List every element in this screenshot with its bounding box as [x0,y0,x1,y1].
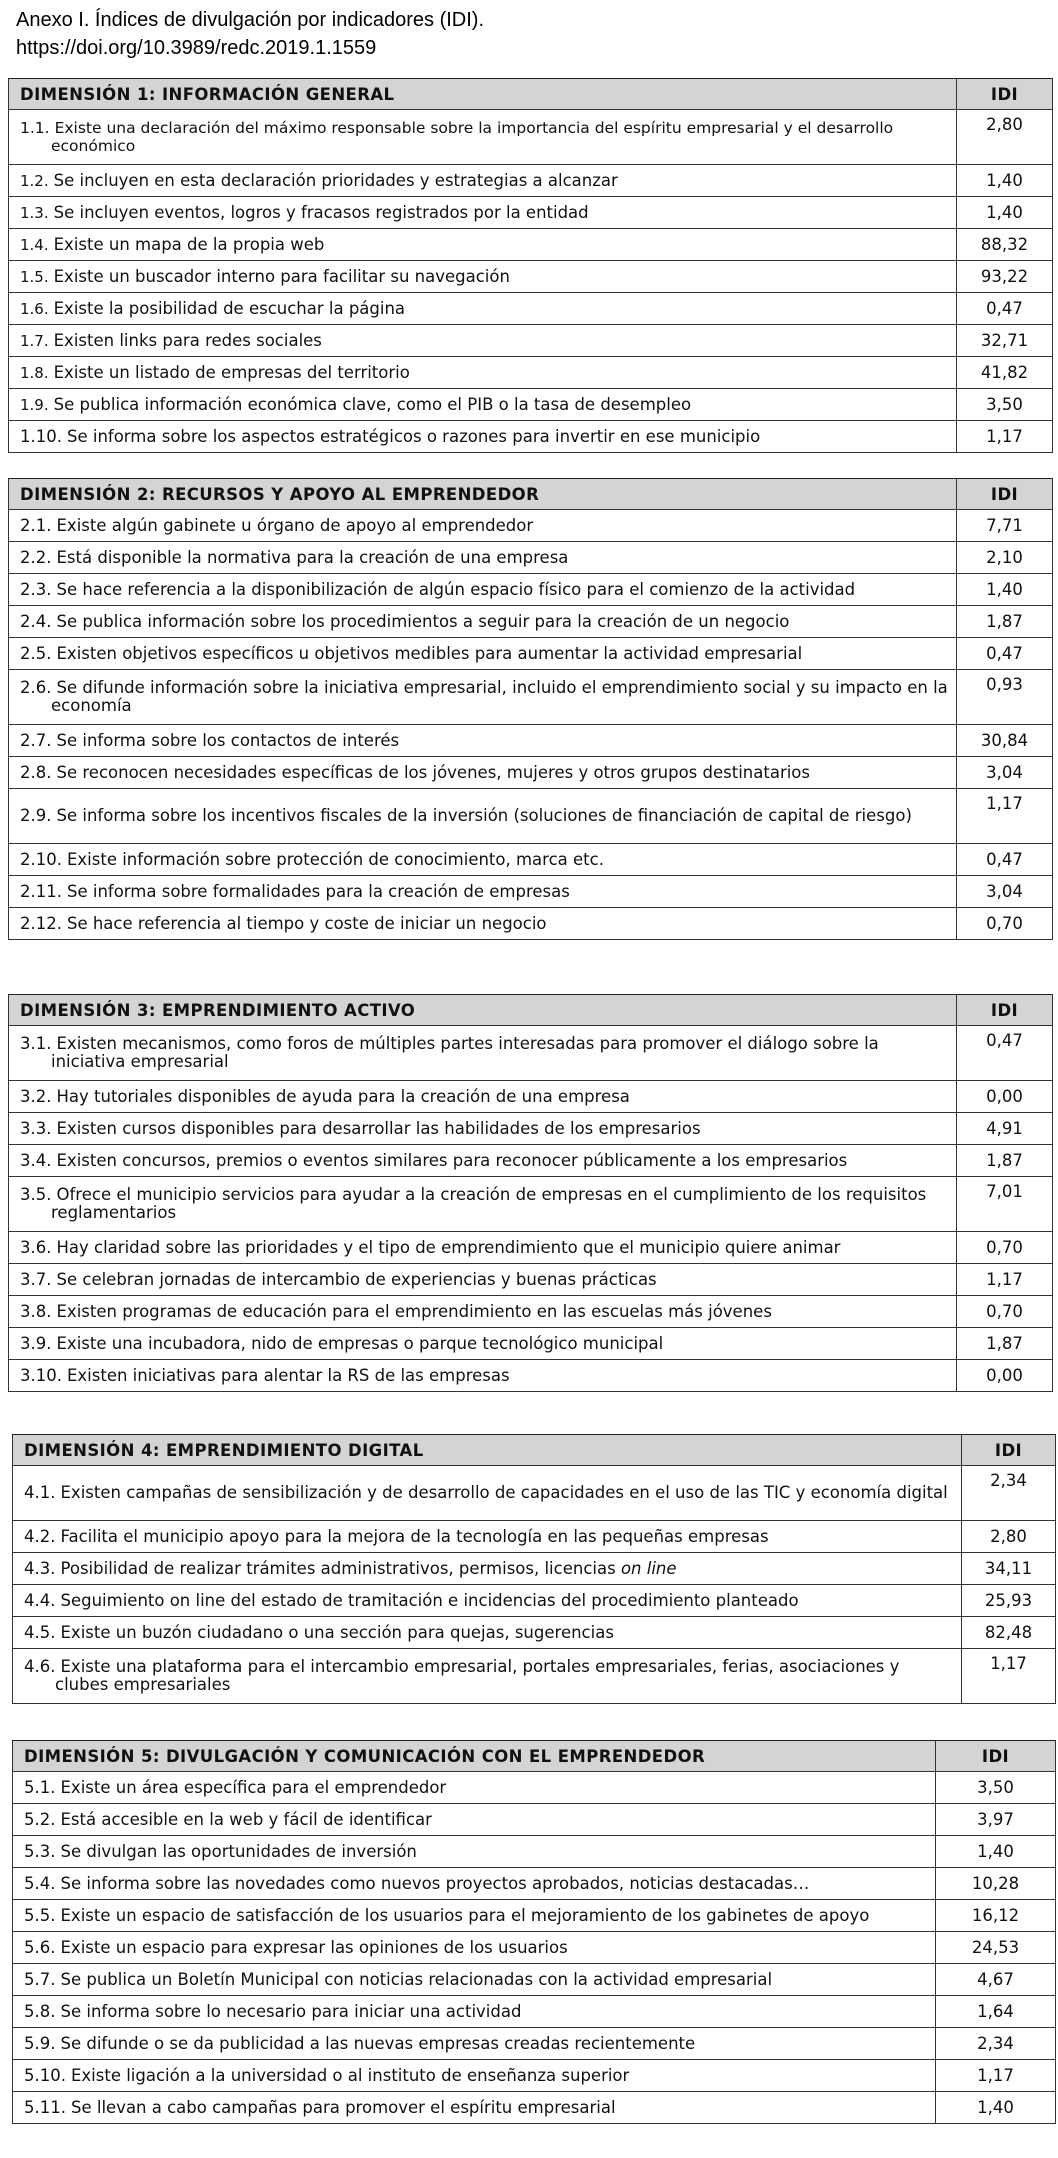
indicator-number: 1.7. [20,332,49,350]
table-row [9,421,1053,453]
table-row [13,1900,1056,1932]
indicator-number: 1.9. [20,396,49,414]
idi-value: 3,50 [957,389,1053,421]
indicator-number: 3.6. [20,1238,52,1257]
table-row [9,197,1053,229]
indicator-number: 3.9. [20,1334,52,1353]
indicator-number: 2.10. [20,850,62,869]
indicator-cell [9,574,957,606]
idi-value: 2,80 [962,1521,1056,1553]
indicator-text: Se publica información económica clave, como el PIB o la tasa de desempleo [53,395,692,414]
indicator-number: 5.3. [24,1842,56,1861]
idi-value: 0,93 [957,670,1053,725]
indicator-number: 4.5. [24,1623,56,1642]
indicator-cell [13,1772,936,1804]
table-header-row [9,995,1053,1026]
indicator-cell [9,325,957,357]
indicator-cell [13,1996,936,2028]
indicator-text: Posibilidad de realizar trámites administrativos, permisos, licencias [60,1559,621,1578]
table-header-row [9,479,1053,510]
idi-value: 0,47 [957,638,1053,670]
indicator-text: Se informa sobre los contactos de interés [56,731,400,750]
table-row [9,1177,1053,1232]
indicator-number: 3.7. [20,1270,52,1289]
indicator-number: 5.6. [24,1938,56,1957]
indicator-number: 3.3. [20,1119,52,1138]
indicator-text: Existen links para redes sociales [53,331,322,350]
idi-value: 0,47 [957,1026,1053,1081]
indicator-text: Existe un espacio de satisfacción de los usuarios para el mejoramiento de los gabinetes de apoyo [60,1906,870,1925]
idi-value: 25,93 [962,1585,1056,1617]
table-row [9,1360,1053,1392]
indicator-cell [9,1026,957,1081]
indicator-text: Se divulgan las oportunidades de inversión [60,1842,417,1861]
indicator-number: 1.1. [20,119,50,137]
indicator-text: Existe una incubadora, nido de empresas o parque tecnológico municipal [56,1334,664,1353]
idi-value: 0,00 [957,1081,1053,1113]
indicator-cell [9,638,957,670]
indicator-cell [9,670,957,725]
table-row [9,1296,1053,1328]
idi-value: 82,48 [962,1617,1056,1649]
indicator-text: Se incluyen en esta declaración prioridades y estrategias a alcanzar [53,171,618,190]
dimension-title: DIMENSIÓN 3: EMPRENDIMIENTO ACTIVO [9,995,957,1026]
indicator-text: Se informa sobre los aspectos estratégicos o razones para invertir en ese municipio [66,427,761,446]
dimension-4-table [12,1434,1056,1704]
idi-value: 7,01 [957,1177,1053,1232]
indicator-cell [9,789,957,844]
table-row [9,293,1053,325]
indicator-cell [9,757,957,789]
idi-value: 1,40 [936,1836,1056,1868]
table-row [9,1026,1053,1081]
idi-value: 34,11 [962,1553,1056,1585]
indicator-number: 3.10. [20,1366,62,1385]
indicator-cell [9,725,957,757]
table-row [9,789,1053,844]
indicator-cell [9,1232,957,1264]
indicator-cell [9,261,957,293]
idi-value: 1,40 [936,2092,1056,2124]
table-row [9,574,1053,606]
indicator-number: 1.8. [20,364,49,382]
indicator-cell [13,1649,962,1704]
indicator-number: 4.2. [24,1527,56,1546]
indicator-text: Se difunde o se da publicidad a las nuevas empresas creadas recientemente [60,2034,696,2053]
idi-value: 4,67 [936,1964,1056,1996]
table-row [9,1328,1053,1360]
table-row [13,1617,1056,1649]
table-row [13,1836,1056,1868]
indicator-text: Se informa sobre las novedades como nuevos proyectos aprobados, noticias destacadas… [60,1874,810,1893]
idi-value: 24,53 [936,1932,1056,1964]
indicator-number: 2.3. [20,580,52,599]
indicator-number: 1.6. [20,300,49,318]
idi-value: 3,97 [936,1804,1056,1836]
indicator-text: Se incluyen eventos, logros y fracasos registrados por la entidad [53,203,589,222]
indicator-cell [9,542,957,574]
idi-value: 3,04 [957,757,1053,789]
indicator-text: Existe ligación a la universidad o al instituto de enseñanza superior [70,2066,630,2085]
indicator-cell [9,165,957,197]
indicator-number: 5.1. [24,1778,56,1797]
indicator-cell [13,1553,962,1585]
table-row [9,325,1053,357]
indicator-cell [9,1081,957,1113]
table-row [9,542,1053,574]
idi-value: 1,40 [957,197,1053,229]
table-row [9,606,1053,638]
indicator-cell [9,197,957,229]
idi-value: 32,71 [957,325,1053,357]
dimension-title: DIMENSIÓN 5: DIVULGACIÓN Y COMUNICACIÓN CON EL EMPRENDEDOR [13,1741,936,1772]
indicator-cell [9,1296,957,1328]
dimension-2-table [8,478,1053,940]
idi-value: 0,70 [957,1232,1053,1264]
indicator-cell [13,2060,936,2092]
idi-value: 0,47 [957,293,1053,325]
idi-value: 2,34 [962,1466,1056,1521]
indicator-text: Se llevan a cabo campañas para promover el espíritu empresarial [70,2098,616,2117]
indicator-number: 5.4. [24,1874,56,1893]
idi-value: 30,84 [957,725,1053,757]
indicator-number: 1.4. [20,236,49,254]
indicator-text: Se publica información sobre los procedimientos a seguir para la creación de un negocio [56,612,790,631]
indicator-number: 3.2. [20,1087,52,1106]
indicator-number: 4.4. [24,1591,56,1610]
indicator-number: 5.10. [24,2066,66,2085]
table-row [9,1081,1053,1113]
idi-value: 2,80 [957,110,1053,165]
indicator-cell [13,1868,936,1900]
indicator-text: Existen mecanismos, como foros de múltiples partes interesadas para promover el diálogo sobre la iniciativa empresarial [51,1034,879,1071]
table-row [13,1996,1056,2028]
idi-column-header: IDI [957,995,1053,1026]
indicator-text: Hay tutoriales disponibles de ayuda para la creación de una empresa [56,1087,630,1106]
indicator-cell [9,844,957,876]
idi-value: 1,64 [936,1996,1056,2028]
indicator-text: Se informa sobre lo necesario para iniciar una actividad [60,2002,522,2021]
indicator-number: 2.5. [20,644,52,663]
table-row [9,1232,1053,1264]
indicator-text: Existe la posibilidad de escuchar la página [53,299,406,318]
indicator-number: 2.11. [20,882,62,901]
indicator-text: Existe un espacio para expresar las opiniones de los usuarios [60,1938,568,1957]
idi-value: 1,40 [957,574,1053,606]
indicator-number: 3.1. [20,1034,52,1053]
indicator-number: 5.2. [24,1810,56,1829]
indicator-text: Facilita el municipio apoyo para la mejora de la tecnología en las pequeñas empresas [60,1527,769,1546]
indicator-number: 5.11. [24,2098,66,2117]
indicator-cell [13,1900,936,1932]
indicator-text: Existe información sobre protección de conocimiento, marca etc. [66,850,604,869]
idi-value: 0,70 [957,1296,1053,1328]
indicator-text: Se hace referencia al tiempo y coste de iniciar un negocio [66,914,547,933]
indicator-cell [13,1585,962,1617]
indicator-number: 2.12. [20,914,62,933]
table-row [13,1553,1056,1585]
indicator-cell [13,2028,936,2060]
indicator-text: Existe un mapa de la propia web [53,235,325,254]
table-row [13,2092,1056,2124]
indicator-text: Existen iniciativas para alentar la RS de las empresas [66,1366,510,1385]
indicator-cell [9,110,957,165]
indicator-number: 5.7. [24,1970,56,1989]
idi-value: 0,47 [957,844,1053,876]
idi-value: 1,87 [957,1145,1053,1177]
table-row [9,110,1053,165]
table-header-row [13,1435,1056,1466]
idi-value: 16,12 [936,1900,1056,1932]
indicator-number: 2.4. [20,612,52,631]
table-row [13,1804,1056,1836]
indicator-number: 1.10. [20,427,62,446]
indicator-number: 5.5. [24,1906,56,1925]
table-row [13,1649,1056,1704]
idi-value: 1,87 [957,606,1053,638]
indicator-cell [13,1804,936,1836]
idi-value: 93,22 [957,261,1053,293]
table-row [9,844,1053,876]
indicator-text: Existe una plataforma para el intercambio empresarial, portales empresariales, ferias, asociaciones y clubes empresariales [55,1657,900,1694]
indicator-cell [13,1617,962,1649]
indicator-number: 4.1. [24,1483,56,1502]
indicator-number: 1.5. [20,268,49,286]
table-row [9,1264,1053,1296]
idi-value: 1,17 [936,2060,1056,2092]
indicator-number: 2.9. [20,806,52,825]
indicator-cell [9,1264,957,1296]
indicator-text: Existe un buzón ciudadano o una sección para quejas, sugerencias [60,1623,614,1642]
table-row [9,1145,1053,1177]
table-header-row [9,79,1053,110]
table-row [13,1932,1056,1964]
indicator-text: Ofrece el municipio servicios para ayudar a la creación de empresas en el cumplimiento de los requisitos reglamentarios [51,1185,927,1222]
indicator-cell [13,1466,962,1521]
indicator-cell [9,1177,957,1232]
indicator-text: Se celebran jornadas de intercambio de experiencias y buenas prácticas [56,1270,657,1289]
idi-value: 1,17 [957,789,1053,844]
indicator-cell [9,293,957,325]
table-row [9,357,1053,389]
table-row [13,1585,1056,1617]
indicator-cell [9,421,957,453]
table-row [13,1521,1056,1553]
indicator-cell [13,1964,936,1996]
dimension-1-table [8,78,1053,453]
table-row [9,261,1053,293]
indicator-cell [9,1328,957,1360]
indicator-text: Se difunde información sobre la iniciativa empresarial, incluido el emprendimiento social y su impacto en la economía [51,678,948,715]
table-row [9,638,1053,670]
indicator-text: Existen cursos disponibles para desarrollar las habilidades de los empresarios [56,1119,701,1138]
indicator-cell [9,510,957,542]
table-row [9,510,1053,542]
indicator-text: Se informa sobre formalidades para la creación de empresas [66,882,570,901]
idi-column-header: IDI [957,79,1053,110]
indicator-text: Se reconocen necesidades específicas de los jóvenes, mujeres y otros grupos destinatarios [56,763,810,782]
table-row [9,229,1053,261]
indicator-cell [13,2092,936,2124]
indicator-text-italic: on line [620,1559,677,1578]
table-row [9,757,1053,789]
indicator-number: 2.1. [20,516,52,535]
idi-value: 7,71 [957,510,1053,542]
idi-value: 10,28 [936,1868,1056,1900]
indicator-number: 4.3. [24,1559,56,1578]
indicator-cell [9,389,957,421]
table-row [13,1964,1056,1996]
indicator-cell [9,876,957,908]
idi-value: 41,82 [957,357,1053,389]
indicator-number: 1.3. [20,204,49,222]
indicator-text: Está accesible en la web y fácil de identificar [60,1810,432,1829]
table-row [9,165,1053,197]
table-row [9,1113,1053,1145]
idi-value: 3,50 [936,1772,1056,1804]
indicator-cell [9,357,957,389]
indicator-number: 1.2. [20,172,49,190]
document-header [16,6,484,62]
idi-value: 4,91 [957,1113,1053,1145]
indicator-cell [13,1836,936,1868]
indicator-cell [9,229,957,261]
indicator-text: Existen concursos, premios o eventos similares para reconocer públicamente a los empresarios [56,1151,848,1170]
idi-value: 1,17 [957,421,1053,453]
indicator-number: 2.2. [20,548,52,567]
dimension-title: DIMENSIÓN 1: INFORMACIÓN GENERAL [9,79,957,110]
indicator-number: 2.7. [20,731,52,750]
table-row [13,2028,1056,2060]
indicator-number: 2.8. [20,763,52,782]
idi-value: 1,17 [962,1649,1056,1704]
idi-value: 0,00 [957,1360,1053,1392]
table-header-row [13,1741,1056,1772]
indicator-text: Hay claridad sobre las prioridades y el tipo de emprendimiento que el municipio quiere animar [56,1238,841,1257]
indicator-cell [9,1145,957,1177]
dimension-5-table [12,1740,1056,2124]
header-title: Anexo I. Índices de divulgación por indicadores (IDI). [16,9,485,31]
indicator-text: Existen campañas de sensibilización y de desarrollo de capacidades en el uso de las TIC y economía digital [60,1483,948,1502]
idi-value: 3,04 [957,876,1053,908]
indicator-cell [9,1113,957,1145]
indicator-text: Existe un buscador interno para facilitar su navegación [53,267,510,286]
indicator-text: Existe un área específica para el emprendedor [60,1778,447,1797]
indicator-text: Existen programas de educación para el emprendimiento en las escuelas más jóvenes [56,1302,772,1321]
indicator-number: 2.6. [20,678,52,697]
table-row [13,1466,1056,1521]
idi-column-header: IDI [957,479,1053,510]
indicator-text: Seguimiento on line del estado de tramitación e incidencias del procedimiento planteado [60,1591,799,1610]
indicator-number: 3.8. [20,1302,52,1321]
table-row [13,1868,1056,1900]
idi-column-header: IDI [962,1435,1056,1466]
indicator-text: Existen objetivos específicos u objetivos medibles para aumentar la actividad empresarial [56,644,803,663]
indicator-number: 4.6. [24,1657,56,1676]
idi-value: 1,17 [957,1264,1053,1296]
indicator-text: Se publica un Boletín Municipal con noticias relacionadas con la actividad empresarial [60,1970,773,1989]
dimension-title: DIMENSIÓN 4: EMPRENDIMIENTO DIGITAL [13,1435,962,1466]
dimension-3-table [8,994,1053,1392]
table-row [9,670,1053,725]
indicator-text: Existe un listado de empresas del territorio [53,363,410,382]
table-row [13,1772,1056,1804]
indicator-text: Se hace referencia a la disponibilización de algún espacio físico para el comienzo de la actividad [56,580,856,599]
header-doi: https://doi.org/10.3989/redc.2019.1.1559 [16,37,377,59]
idi-value: 1,87 [957,1328,1053,1360]
idi-value: 2,34 [936,2028,1056,2060]
idi-value: 0,70 [957,908,1053,940]
table-row [13,2060,1056,2092]
idi-value: 2,10 [957,542,1053,574]
indicator-number: 3.4. [20,1151,52,1170]
indicator-cell [9,1360,957,1392]
indicator-cell [13,1932,936,1964]
indicator-text: Existe algún gabinete u órgano de apoyo al emprendedor [56,516,534,535]
table-row [9,389,1053,421]
idi-value: 88,32 [957,229,1053,261]
idi-value: 1,40 [957,165,1053,197]
indicator-number: 5.9. [24,2034,56,2053]
dimension-title: DIMENSIÓN 2: RECURSOS Y APOYO AL EMPRENDEDOR [9,479,957,510]
indicator-text: Existe una declaración del máximo responsable sobre la importancia del espíritu empresarial y el desarrollo económico [51,119,894,155]
indicator-cell [9,606,957,638]
table-row [9,876,1053,908]
table-row [9,725,1053,757]
indicator-cell [13,1521,962,1553]
indicator-number: 5.8. [24,2002,56,2021]
indicator-number: 3.5. [20,1185,52,1204]
idi-column-header: IDI [936,1741,1056,1772]
indicator-text: Está disponible la normativa para la creación de una empresa [56,548,569,567]
table-row [9,908,1053,940]
indicator-text: Se informa sobre los incentivos fiscales de la inversión (soluciones de financiación de capital de riesgo) [56,806,912,825]
indicator-cell [9,908,957,940]
